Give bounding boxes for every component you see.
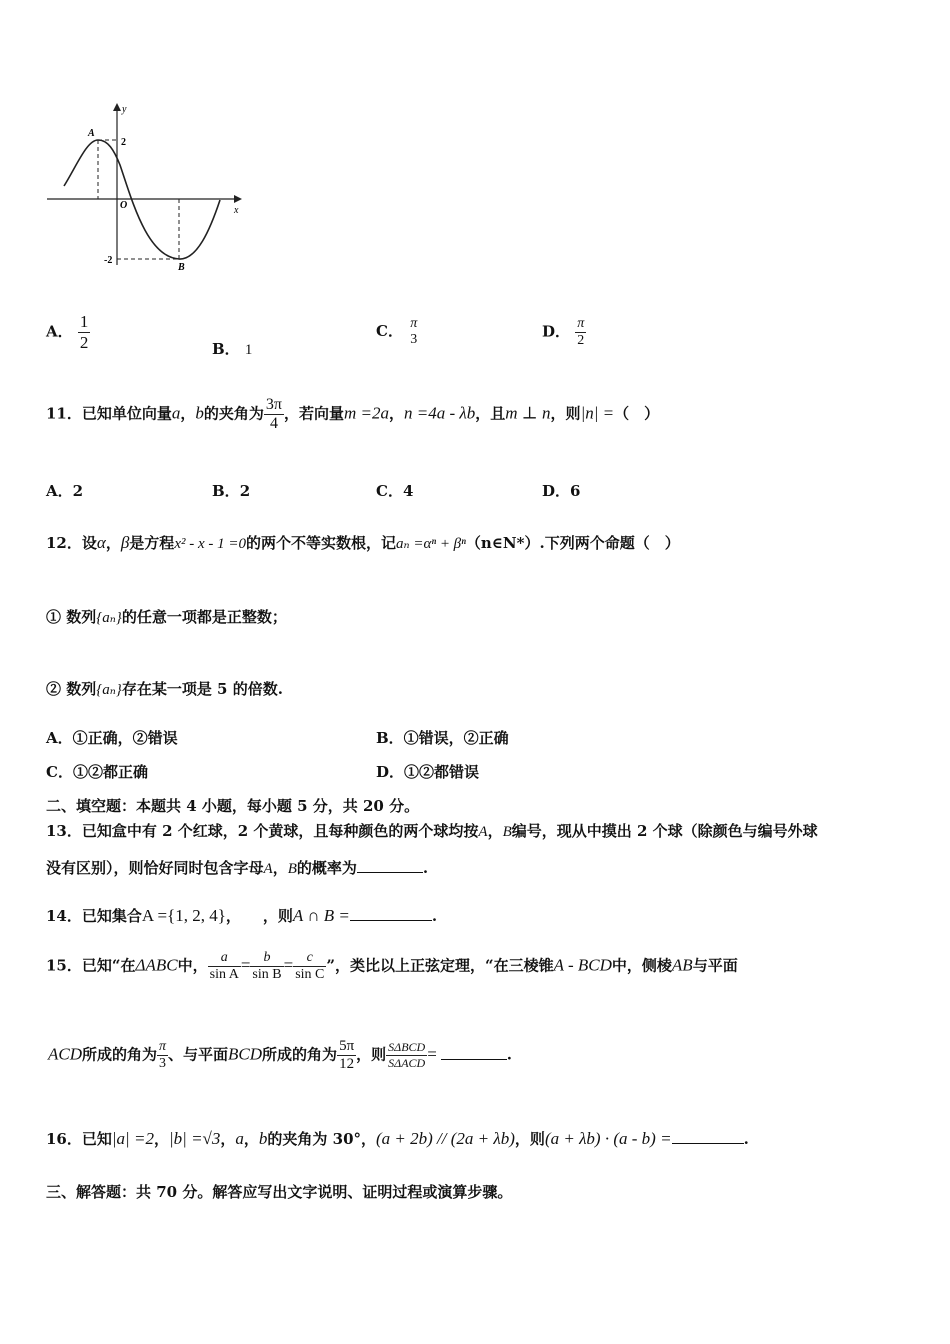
question-11: 11．已知单位向量a，b的夹角为 $\frac{3\pi}{4}$ ，若向量m =2a，n =4a - λb，且m ⊥ n，则|n| =（ ） xyxy=(46,396,660,432)
y-min-label: -2 xyxy=(104,255,113,266)
question-16: 16．已知|a| =2，|b| =√3，a，b的夹角为 30°，(a + 2b) // (2a + λb)，则(a + λb) · (a - b) = . xyxy=(46,1129,749,1148)
q10-option-a: A． $\frac{1}{2}$ xyxy=(46,312,89,352)
question-13-line2: 没有区别），则恰好同时包含字母A，B的概率为 . xyxy=(46,859,429,877)
question-13-line1: 13．已知盒中有 2 个红球，2 个黄球，且每种颜色的两个球均按A，B编号，现从中摸出 2 个球（除颜色与编号外球 xyxy=(46,822,818,840)
q12-option-a: A．①正确，②错误 xyxy=(46,729,178,747)
question-12: 12．设α，β是方程x² - x - 1 =0的两个不等实数根，记aₙ =αⁿ + βⁿ（n∈N*）.下列两个命题（ ） xyxy=(46,533,680,552)
point-a-label: A xyxy=(88,128,95,139)
answer-blank[interactable] xyxy=(357,858,423,873)
point-b-label: B xyxy=(178,262,185,273)
q11-option-b: B．2 xyxy=(212,482,251,500)
q11-option-d: D．6 xyxy=(542,482,581,500)
q10-option-d: D． $\frac{\pi}{2}$ xyxy=(542,316,585,348)
section-3-heading: 三、解答题：共 70 分。解答应写出文字说明、证明过程或演算步骤。 xyxy=(46,1183,513,1201)
question-15-line1: 15．已知“在ΔABC中， $\frac{a}{\text{sin A}}$ = $\frac{b}{\text{sin B}}$ = $\frac{c}{\text{sin C}}$ ”，类比以上正弦定理，“在三棱锥A - BCD中，侧棱AB与平面 xyxy=(46,950,738,982)
q10-option-b: B． 1 xyxy=(212,340,253,358)
axis-y-label: y xyxy=(122,104,127,115)
section-2-heading: 二、填空题：本题共 4 小题，每小题 5 分，共 20 分。 xyxy=(46,797,420,815)
q12-option-b: B．①错误，②正确 xyxy=(376,729,509,747)
answer-blank[interactable] xyxy=(441,1045,507,1060)
question-14: 14．已知集合A ={1, 2, 4}， ，则A ∩ B = . xyxy=(46,906,438,925)
y-max-label: 2 xyxy=(121,137,126,148)
answer-blank[interactable] xyxy=(350,906,432,921)
q12-option-c: C．①②都正确 xyxy=(46,763,148,781)
question-15-line2: ACD所成的角为 $\frac{\pi}{3}$ 、与平面BCD所成的角为 $\frac{5\pi}{12}$ ，则 $\frac{\text{SΔBCD}}{\text{SΔACD}}$ = . xyxy=(48,1038,513,1072)
axis-x-label: x xyxy=(234,205,239,216)
q12-option-d: D．①②都错误 xyxy=(376,763,480,781)
q10-option-c: C． π 3 xyxy=(376,316,418,347)
proposition-1: ① 数列{aₙ}的任意一项都是正整数； xyxy=(46,608,287,626)
proposition-2: ② 数列{aₙ}存在某一项是 5 的倍数. xyxy=(46,680,283,698)
sine-graph xyxy=(42,100,257,275)
answer-blank[interactable] xyxy=(672,1129,744,1144)
q11-option-c: C．4 xyxy=(376,482,414,500)
origin-label: O xyxy=(120,200,128,211)
q11-option-a: A．2 xyxy=(46,482,84,500)
